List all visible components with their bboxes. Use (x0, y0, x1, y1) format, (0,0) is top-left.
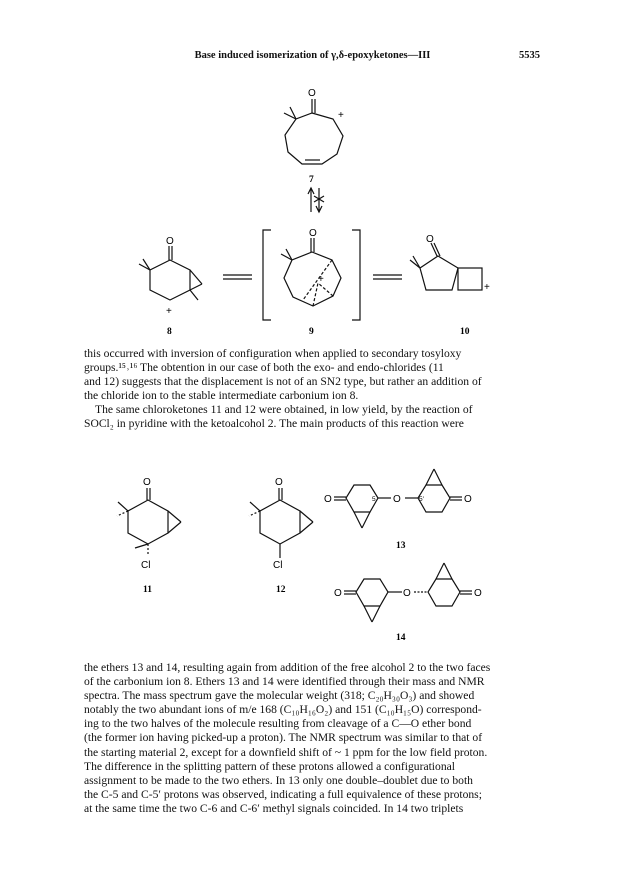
atom-o-14-left: O (334, 588, 342, 599)
text-line: SOCl₂ in pyridine with the ketoalcohol 2. The main products of this reaction were (84, 417, 464, 431)
text-line: ing to the two halves of the molecule resulting from cleavage of a C—O ether bond (84, 717, 472, 731)
compound-label-9: 9 (309, 327, 314, 337)
scheme-1-drawing (0, 78, 625, 340)
compound-label-7: 7 (309, 175, 314, 185)
compound-label-10: 10 (460, 327, 470, 337)
charge-plus-7: + (338, 110, 344, 121)
ring-label-5-prime: 5′ (419, 496, 424, 503)
text-line: and 12) suggests that the displacement is not of an SN2 type, but rather an addition of (84, 375, 482, 389)
text-line: at the same time the two C-6 and C-6′ methyl signals coincided. In 14 two triplets (84, 801, 464, 815)
text-line: assignment to be made to the two ethers. In 13 only one double–doublet due to both (84, 773, 473, 787)
paragraph-1 (84, 347, 539, 432)
text-line: spectra. The mass spectrum gave the molecular weight (318; C₂₀H₃₀O₃) and showed (84, 689, 475, 703)
charge-plus-10: + (484, 282, 490, 293)
atom-o-12: O (275, 477, 283, 488)
compound-9-structure (263, 230, 360, 320)
page-number: 5535 (519, 50, 540, 61)
text-line: The same chloroketones 11 and 12 were obtained, in low yield, by the reaction of (95, 403, 473, 417)
text-line: the C-5 and C-5′ protons was observed, indicating a full equivalence of these protons; (84, 787, 482, 801)
atom-o-14-right: O (474, 588, 482, 599)
atom-cl-12: Cl (273, 560, 283, 571)
atom-o-8: O (166, 236, 174, 247)
compound-12-structure (249, 488, 313, 558)
text-line: the chloride ion to the stable intermediate carbonium ion 8. (84, 389, 359, 403)
text-line: of the carbonium ion 8. Ethers 13 and 14 were identified through their mass and NMR (84, 675, 485, 689)
scheme-2 (0, 440, 625, 650)
page-header (0, 50, 625, 66)
text-line: the starting material 2, except for a downfield shift of ~ 1 ppm for the low field proton. (84, 745, 488, 759)
compound-label-13: 13 (396, 541, 406, 551)
text-line: (the former ion having picked-up a proton). The NMR spectrum was similar to that of (84, 731, 483, 745)
atom-o-10: O (426, 234, 434, 245)
atom-o-13-right: O (464, 494, 472, 505)
atom-o-13-left: O (324, 494, 332, 505)
compound-label-11: 11 (143, 585, 152, 595)
compound-8-structure (139, 246, 202, 300)
text-line: The difference in the splitting pattern of these protons allowed a configurational (84, 759, 455, 773)
compound-10-structure (410, 243, 482, 290)
scheme-2-drawing (0, 440, 625, 650)
atom-o-11: O (143, 477, 151, 488)
text-line: groups.¹⁵˒¹⁶ The obtention in our case of both the exo- and endo-chlorides (11 (84, 361, 444, 375)
compound-label-8: 8 (167, 327, 172, 337)
atom-o-9: O (309, 228, 317, 239)
equilibrium-arrows-horizontal (223, 275, 402, 279)
atom-o-14-ether: O (403, 588, 411, 599)
text-line: notably the two abundant ions of m/e 168 (C₁₀H₁₆O₂) and 151 (C₁₀H₁₅O) correspond- (84, 703, 482, 717)
atom-o-13-ether: O (393, 494, 401, 505)
text-line: this occurred with inversion of configuration when applied to secondary tosyloxy (84, 347, 462, 360)
ring-label-5: 5 (372, 496, 376, 503)
compound-label-12: 12 (276, 585, 286, 595)
paragraph-2 (84, 661, 539, 816)
charge-plus-8: + (166, 306, 172, 317)
equilibrium-arrow-vertical (308, 188, 324, 212)
compound-11-structure (117, 488, 181, 556)
atom-cl-11: Cl (141, 560, 151, 571)
compound-7-structure (284, 99, 343, 164)
running-title: Base induced isomerization of γ,δ-epoxyketones—III (194, 50, 431, 61)
scheme-1 (0, 78, 625, 340)
charge-plus-9: + (318, 274, 324, 285)
text-line: the ethers 13 and 14, resulting again from addition of the free alcohol 2 to the two faces (84, 661, 491, 674)
compound-label-14: 14 (396, 633, 406, 643)
atom-o-7: O (308, 88, 316, 99)
